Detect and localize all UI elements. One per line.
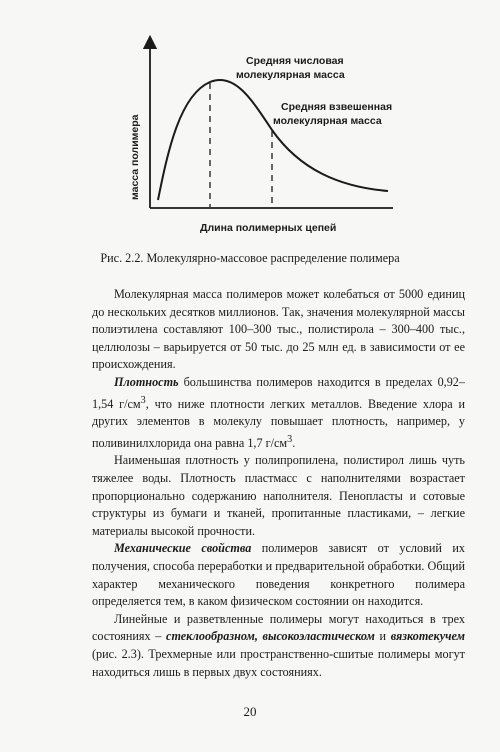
superscript-3: 3 — [287, 433, 293, 445]
paragraph-3: Наименьшая плотность у полипропилена, полистирол лишь чуть тяжелее воды. Плотность пластмасс с наполнителями возрастает пропорционально содержанию наполнителя. Пенопласты и сотовые структуры из бумаги и тканей, пропитанные пластиками, – легкие материалы высокой прочности. — [92, 453, 465, 538]
paragraph-2 — [92, 374, 465, 453]
paragraph-1: Молекулярная масса полимеров может колебаться от 5000 единиц до нескольких десятков миллионов. Так, значения молекулярной массы полиэтилена составляют 100–300 тыс., полистирола – 300–400 тыс., целлюлозы – варьируется от 50 тыс. до 25 млн ед. в зависимости от ее происхождения. — [92, 287, 465, 372]
number-average-label-line1: Средняя числовая — [246, 55, 344, 67]
paragraph-4 — [92, 540, 465, 610]
page-number: 20 — [243, 704, 257, 719]
paragraph-4-text: полимеров зависят от условий их получения, способа переработки и предварительной обработки. Общий характер механического поведения конкретного полимера определяется тем, в каком физическом состоянии он находится. — [92, 541, 465, 609]
y-axis-label: масса полимера — [129, 114, 141, 200]
paragraph-2-text-c: . — [292, 435, 296, 450]
paragraph-5-text-b: и — [374, 629, 391, 644]
term-mechanical-properties: Механические свойства — [114, 541, 252, 556]
superscript-3: 3 — [140, 394, 146, 406]
paragraph-2-text-b: , что ниже плотности легких металлов. Введение хлора и других элементов в молекулу повышает плотность, например, у поливинилхлорида она равна 1,7 г/см — [92, 396, 466, 450]
paragraph-5-text-a: Линейные и разветвленные полимеры могут находиться в трех состояниях – — [92, 611, 465, 644]
term-states: стеклообразном, высокоэластическом — [166, 629, 375, 644]
term-viscous-flow: вязкотекучем — [390, 629, 465, 644]
paragraph-5-text-c: (рис. 2.3). Трехмерные или пространственно-сшитые полимеры могут находиться лишь в первых двух состояниях. — [92, 647, 465, 679]
weight-average-label-line1: Средняя взвешенная — [281, 101, 393, 113]
number-average-label-line2: молекулярная масса — [236, 69, 345, 81]
molecular-mass-distribution-figure — [0, 0, 500, 250]
x-axis-label: Длина полимерных цепей — [200, 222, 337, 234]
figure-caption: Рис. 2.2. Молекулярно-массовое распределение полимера — [100, 251, 400, 265]
paragraph-2-text-a: большинства полимеров находится в пределах 0,92–1,54 г/см — [92, 374, 465, 411]
body-text — [92, 286, 465, 681]
paragraph-5 — [92, 611, 465, 681]
term-density: Плотность — [114, 374, 179, 389]
weight-average-label-line2: молекулярная масса — [273, 115, 382, 127]
distribution-curve — [158, 80, 388, 200]
